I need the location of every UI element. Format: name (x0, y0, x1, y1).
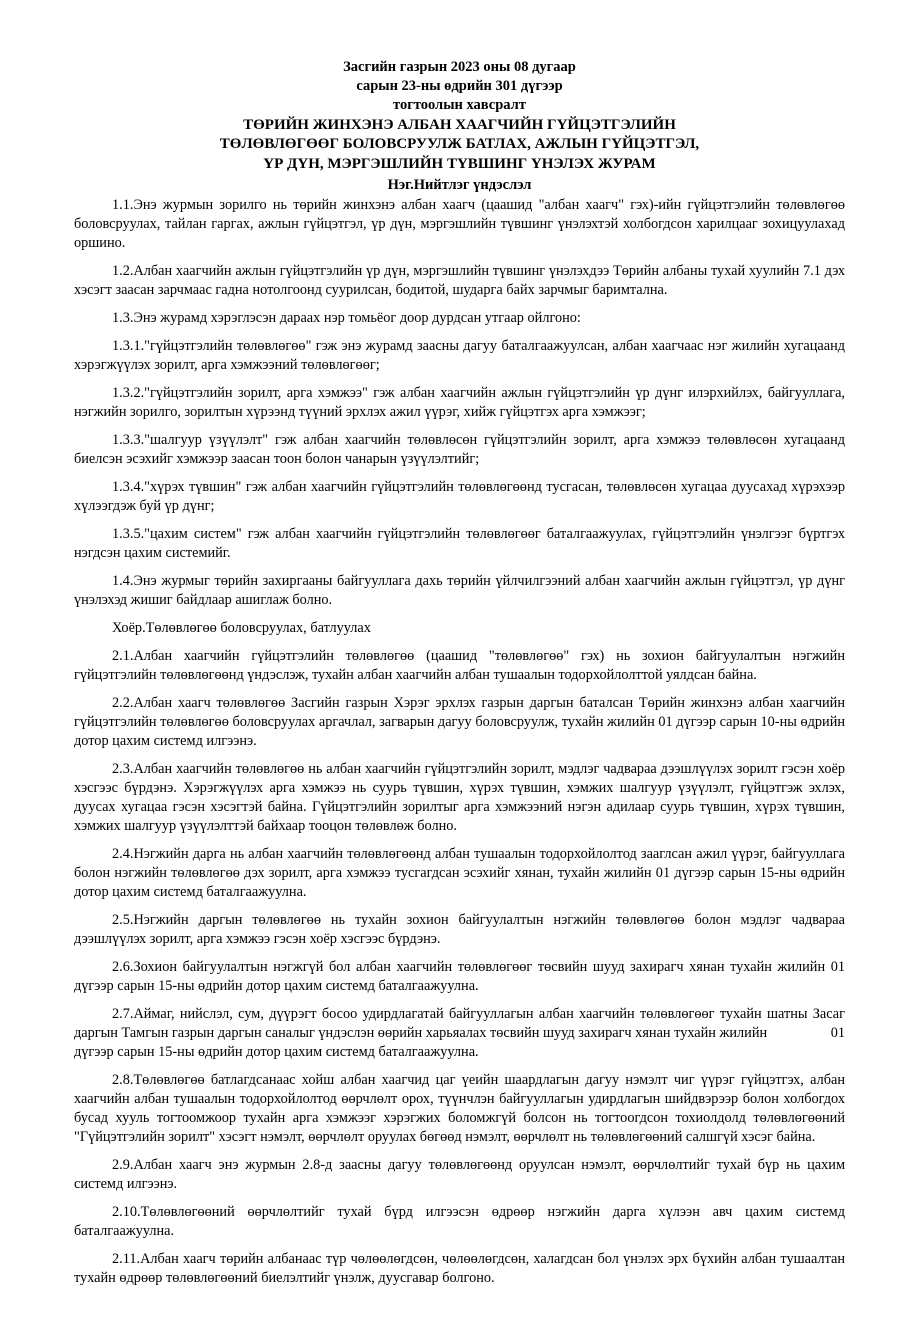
title-line-1: ТӨРИЙН ЖИНХЭНЭ АЛБАН ХААГЧИЙН ГҮЙЦЭТГЭЛИЙН (243, 116, 676, 133)
section-heading-one: Нэг.Нийтлэг үндэслэл (387, 177, 532, 194)
paragraph-1-3-3: 1.3.3."шалгуур үзүүлэлт" гэж албан хаагчийн төлөвлөсөн гүйцэтгэлийн зорилт, арга хэмжээ төлөвлөсөн хугацаанд биелсэн эсэхийг хэмжээр заасан тоон болон чанарын үзүүлэлтийг; (74, 432, 845, 468)
paragraph-2-11: 2.11.Албан хаагч төрийн албанаас түр чөлөөлөгдсөн, чөлөөлөгдсөн, халагдсан бол үнэлэх эрх бүхийн албан тушаалтан тухайн өдрөөр төлөвлөгөөний биелэлтийг үнэлж, дуусгавар болгоно. (74, 1251, 845, 1287)
title-line-3: ҮР ДҮН, МЭРГЭШЛИЙН ТҮВШИНГ ҮНЭЛЭХ ЖУРАМ (263, 155, 656, 172)
paragraph-1-3-5: 1.3.5."цахим систем" гэж албан хаагчийн гүйцэтгэлийн төлөвлөгөөг баталгаажуулах, гүйцэтгэлийн үнэлгээг бүртгэх нэгдсэн цахим системийг. (74, 526, 845, 562)
document-header (74, 58, 845, 115)
header-line-3: тогтоолын хавсралт (393, 96, 526, 113)
paragraph-2-2: 2.2.Албан хаагч төлөвлөгөө Засгийн газрын Хэрэг эрхлэх газрын даргын баталсан Төрийн жинхэнэ албан хаагчийн гүйцэтгэлийн төлөвлөгөө боловсруулах аргачлал, загварын дагуу боловсруулж, тухайн жилийн 01 дүгээр сарын 10-ны өдрийн дотор цахим системд илгээнэ. (74, 695, 845, 750)
paragraph-2-9: 2.9.Албан хаагч энэ журмын 2.8-д заасны дагуу төлөвлөгөөнд оруулсан нэмэлт, өөрчлөлтийг тухай бүр нь цахим системд илгээнэ. (74, 1157, 845, 1193)
paragraph-1-3-4: 1.3.4."хүрэх түвшин" гэж албан хаагчийн гүйцэтгэлийн төлөвлөгөөнд тусгасан, төлөвлөсөн хугацаа дуусахад хүрэхээр хүлээгдэж буй үр дүнг; (74, 479, 845, 515)
paragraph-2-5: 2.5.Нэгжийн даргын төлөвлөгөө нь тухайн зохион байгуулалтын нэгжийн төлөвлөгөө болон мэдлэг чадвараа дээшлүүлэх зорилт, арга хэмжээ гэсэн хоёр хэсгээс бүрдэнэ. (74, 912, 845, 948)
paragraph-1-3-2: 1.3.2."гүйцэтгэлийн зорилт, арга хэмжээ" гэж албан хаагчийн ажлын гүйцэтгэлийн үр дүнг илэрхийлэх, байгууллага, нэгжийн зорилго, зорилтын хүрээнд түүний эрхлэх ажил үүрэг, хийж гүйцэтгэх арга хэмжээг; (74, 385, 845, 421)
paragraph-1-1: 1.1.Энэ журмын зорилго нь төрийн жинхэнэ албан хаагч (цаашид "албан хаагч" гэх)-ийн гүйцэтгэлийн төлөвлөгөө боловсруулах, тайлан гаргах, ажлын гүйцэтгэл, үр дүн, мэргэшлийн түвшинг үнэлэхтэй холбогдсон харилцааг зохицуулахад оршино. (74, 197, 845, 252)
title-line-2: ТӨЛӨВЛӨГӨӨГ БОЛОВСРУУЛЖ БАТЛАХ, АЖЛЫН ГҮЙЦЭТГЭЛ, (219, 136, 700, 153)
paragraph-2-10: 2.10.Төлөвлөгөөний өөрчлөлтийг тухай бүрд илгээсэн өдрөөр нэгжийн дарга хүлээн авч цахим системд баталгаажуулна. (74, 1204, 845, 1240)
paragraph-2-3: 2.3.Албан хаагчийн төлөвлөгөө нь албан хаагчийн гүйцэтгэлийн зорилт, мэдлэг чадвараа дээшлүүлэх зорилт гэсэн хоёр хэсгээс бүрдэнэ. Хэрэгжүүлэх арга хэмжээ нь суурь түвшин, хүрэх түвшин, хэмжих шалгуур үзүүлэлт, гүйцэтгэж эхлэх, дуусах хугацаа гэсэн хэсэгтэй байна. Гүйцэтгэлийн зорилтыг арга хэмжээний нэгэн адилаар суурь түвшин, хүрэх түвшин, хэмжих шалгуур үзүүлэлттэй байхаар тооцон төлөвлөж болно. (74, 761, 845, 835)
paragraph-2-4: 2.4.Нэгжийн дарга нь албан хаагчийн төлөвлөгөөнд албан тушаалын тодорхойлолтод зааглсан ажил үүрэг, байгууллага болон нэгжийн төлөвлөгөө дэх зорилт, арга хэмжээ тусгагдсан эсэхийг хянан, тухайн жилийн 01 дүгээр сарын 15-ны өдрийн дотор цахим системд баталгаажуулна. (74, 846, 845, 901)
paragraph-1-4: 1.4.Энэ журмыг төрийн захиргааны байгууллага дахь төрийн үйлчилгээний албан хаагчийн ажлын гүйцэтгэл, үр дүнг үнэлэхэд жишиг байдлаар ашиглаж болно. (74, 573, 845, 609)
paragraph-2-7: 2.7.Аймаг, нийслэл, сум, дүүрэгт босоо удирдлагатай байгууллагын албан хаагчийн төлөвлөгөөг тухайн шатны Засаг даргын Тамгын газрын даргын саналыг үндэслэн өөрийн харьяалах төсвийн шууд захирагч хянан тухайн жилийн 01 дүгээр сарын 15-ны өдрийн дотор цахим системд баталгаажуулна. (74, 1006, 846, 1061)
document-title (74, 116, 845, 175)
section-heading-two: Хоёр.Төлөвлөгөө боловсруулах, батлуулах (112, 620, 371, 637)
paragraph-2-8: 2.8.Төлөвлөгөө батлагдсанаас хойш албан хаагчид цаг үеийн шаардлагын дагуу нэмэлт чиг үүрэг гүйцэтгэх, албан хаагчийн албан тушаалын тодорхойлолтод өөрчлөлт орох, түүнчлэн байгууллагын удирдлагын шийдвэрээр болон холбогдох бусад хууль тогтоомжоор тухайн арга хэмжээг хэрэгжих боломжгүй болсон нь тогтоогдсон тохиолдолд төлөвлөгөөний "Гүйцэтгэлийн зорилт" хэсэгт нэмэлт, өөрчлөлт оруулах бөгөөд нэмэлт, өөрчлөлт нь төлөвлөгөөний салшгүй хэсэг байна. (74, 1072, 845, 1146)
paragraph-2-6: 2.6.Зохион байгуулалтын нэгжгүй бол албан хаагчийн төлөвлөгөөг төсвийн шууд захирагч хянан тухайн жилийн 01 дүгээр сарын 15-ны өдрийн дотор цахим системд баталгаажуулна. (74, 959, 845, 995)
paragraph-1-3: 1.3.Энэ журамд хэрэглэсэн дараах нэр томьёог доор дурдсан утгаар ойлгоно: (112, 310, 581, 327)
paragraph-2-1: 2.1.Албан хаагчийн гүйцэтгэлийн төлөвлөгөө (цаашид "төлөвлөгөө" гэх) нь зохион байгуулалтын нэгжийн гүйцэтгэлийн төлөвлөгөөнд үндэслэж, тухайн албан хаагчийн албан тушаалын тодорхойлолттой уялдсан байна. (74, 648, 845, 684)
paragraph-1-3-1: 1.3.1."гүйцэтгэлийн төлөвлөгөө" гэж энэ журамд заасны дагуу баталгаажуулсан, албан хаагчаас нэг жилийн хугацаанд хэрэгжүүлэх зорилт, арга хэмжээний төлөвлөгөөг; (74, 338, 845, 374)
header-line-2: сарын 23-ны өдрийн 301 дүгээр (356, 77, 563, 94)
paragraph-1-2: 1.2.Албан хаагчийн ажлын гүйцэтгэлийн үр дүн, мэргэшлийн түвшинг үнэлэхдээ Төрийн албаны тухай хуулийн 7.1 дэх хэсэгт заасан зарчмаас гадна нотолгоонд суурилсан, бодитой, шударга байх зарчмыг баримтална. (74, 263, 845, 299)
header-line-1: Засгийн газрын 2023 оны 08 дугаар (343, 59, 576, 75)
